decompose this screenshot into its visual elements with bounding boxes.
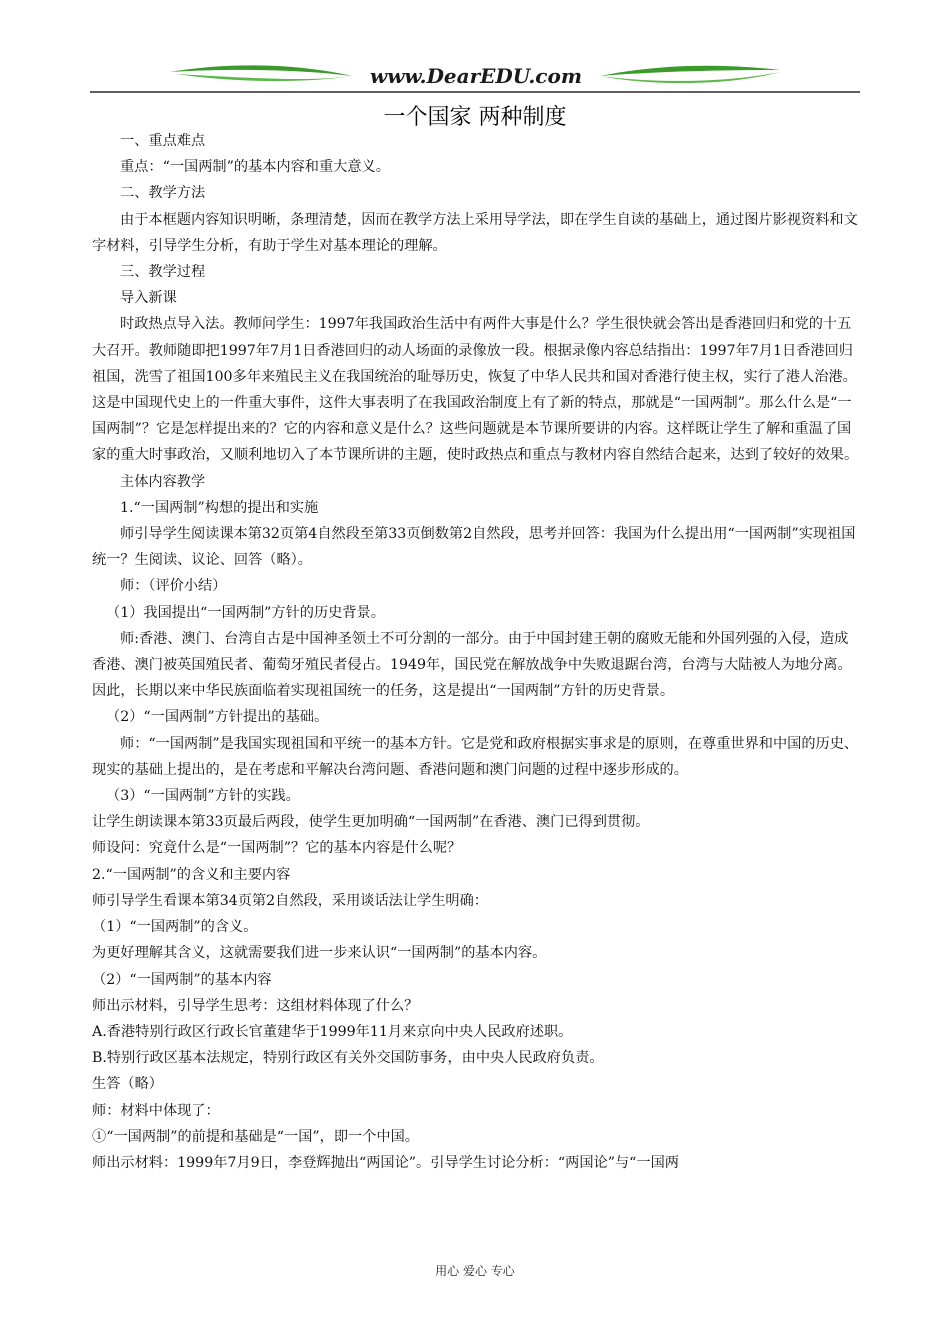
paragraph: 二、教学方法 xyxy=(120,185,206,202)
paragraph: B.特别行政区基本法规定，特别行政区有关外交国防事务，由中央人民政府负责。 xyxy=(92,1050,604,1067)
site-logo xyxy=(90,56,860,96)
paragraph: 导入新课 xyxy=(120,290,177,307)
paragraph: 师:香港、澳门、台湾自古是中国神圣领土不可分割的一部分。由于中国封建王朝的腐败无能和外国列强的入侵，造成香港、澳门被英国殖民者、葡萄牙殖民者侵占。1949年，国民党在解放战争中失败退踞台湾，台湾与大陆被人为地分离。因此，长期以来中华民族面临着实现祖国统一的任务，这是提出“一国两制”方针的历史背景。 xyxy=(92,630,852,700)
paragraph: （3）“一国两制”方针的实践。 xyxy=(106,788,300,805)
paragraph: 师引导学生阅读课本第32页第4自然段至第33页倒数第2自然段，思考并回答：我国为什么提出用“一国两制”实现祖国统一？生阅读、议论、回答（略）。 xyxy=(92,526,856,569)
paragraph: （1）“一国两制”的含义。 xyxy=(92,919,258,936)
paragraph: （2）“一国两制”方针提出的基础。 xyxy=(106,709,329,726)
paragraph: A.香港特别行政区行政长官董建华于1999年11月来京向中央人民政府述职。 xyxy=(92,1023,573,1040)
left-swoosh-icon xyxy=(170,65,352,76)
document-body xyxy=(92,128,862,1176)
paragraph: 2.“一国两制”的含义和主要内容 xyxy=(92,866,291,883)
paragraph: 由于本框题内容知识明晰，条理清楚，因而在教学方法上采用导学法，即在学生自读的基础上，通过图片影视资料和文字材料，引导学生分析，有助于学生对基本理论的理解。 xyxy=(92,211,858,254)
left-swoosh-lower-icon xyxy=(176,74,352,81)
paragraph: 师引导学生看课本第34页第2自然段，采用谈话法让学生明确： xyxy=(92,892,488,909)
paragraph: 师：（评价小结） xyxy=(120,578,227,595)
paragraph: 一、重点难点 xyxy=(120,133,206,149)
paragraph: ①“一国两制”的前提和基础是“一国”，即一个中国。 xyxy=(92,1128,419,1145)
paragraph: 为更好理解其含义，这就需要我们进一步来认识“一国两制”的基本内容。 xyxy=(92,945,547,962)
paragraph: 1.“一国两制”构想的提出和实施 xyxy=(120,499,319,516)
paragraph: 三、教学过程 xyxy=(120,264,206,281)
site-url-text: www.DearEDU.com xyxy=(369,64,583,88)
paragraph: 师出示材料，引导学生思考：这组材料体现了什么？ xyxy=(92,997,419,1014)
paragraph: 重点：“一国两制”的基本内容和重大意义。 xyxy=(120,159,390,176)
paragraph: 师出示材料：1999年7月9日，李登辉抛出“两国论”。引导学生讨论分析：“两国论”与“一国两 xyxy=(92,1154,679,1171)
page-footer: 用心 爱心 专心 xyxy=(435,1264,515,1278)
right-swoosh-icon xyxy=(600,66,780,76)
paragraph: 师设问：究竟什么是“一国两制”？它的基本内容是什么呢？ xyxy=(92,840,462,857)
paragraph: 时政热点导入法。教师问学生：1997年我国政治生活中有两件大事是什么？学生很快就会答出是香港回归和党的十五大召开。教师随即把1997年7月1日香港回归的动人场面的录像放一段。根据录像内容总结指出：1997年7月1日香港回归祖国，洗雪了祖国100多年来殖民主义在我国统治的耻辱历史，恢复了中华人民共和国对香港行使主权，实行了港人治港。这是中国现代史上的一件重大事件，这件大事表明了在我国政治制度上有了新的特点，那就是“一国两制”。那么什么是“一国两制”？它是怎样提出来的？它的内容和意义是什么？这些问题就是本节课所要讲的内容。这样既让学生了解和重温了国家的重大时事政治，又顺利地切入了本节课所讲的主题，使时政热点和重点与教材内容自然结合起来，达到了较好的效果。 xyxy=(92,316,859,464)
paragraph: 让学生朗读课本第33页最后两段，使学生更加明确“一国两制”在香港、澳门已得到贯彻。 xyxy=(92,814,650,831)
paragraph: （2）“一国两制”的基本内容 xyxy=(92,971,272,988)
paragraph: 师：“一国两制”是我国实现祖国和平统一的基本方针。它是党和政府根据实事求是的原则，在尊重世界和中国的历史、现实的基础上提出的，是在考虑和平解决台湾问题、香港问题和澳门问题的过程中逐步形成的。 xyxy=(92,735,859,778)
site-header-banner xyxy=(90,56,860,96)
document-title: 一个国家 两种制度 xyxy=(383,105,567,130)
paragraph: 主体内容教学 xyxy=(120,473,206,490)
paragraph: 生答（略） xyxy=(92,1076,163,1093)
paragraph: （1）我国提出“一国两制”方针的历史背景。 xyxy=(106,604,385,621)
paragraph: 师：材料中体现了： xyxy=(92,1102,220,1119)
